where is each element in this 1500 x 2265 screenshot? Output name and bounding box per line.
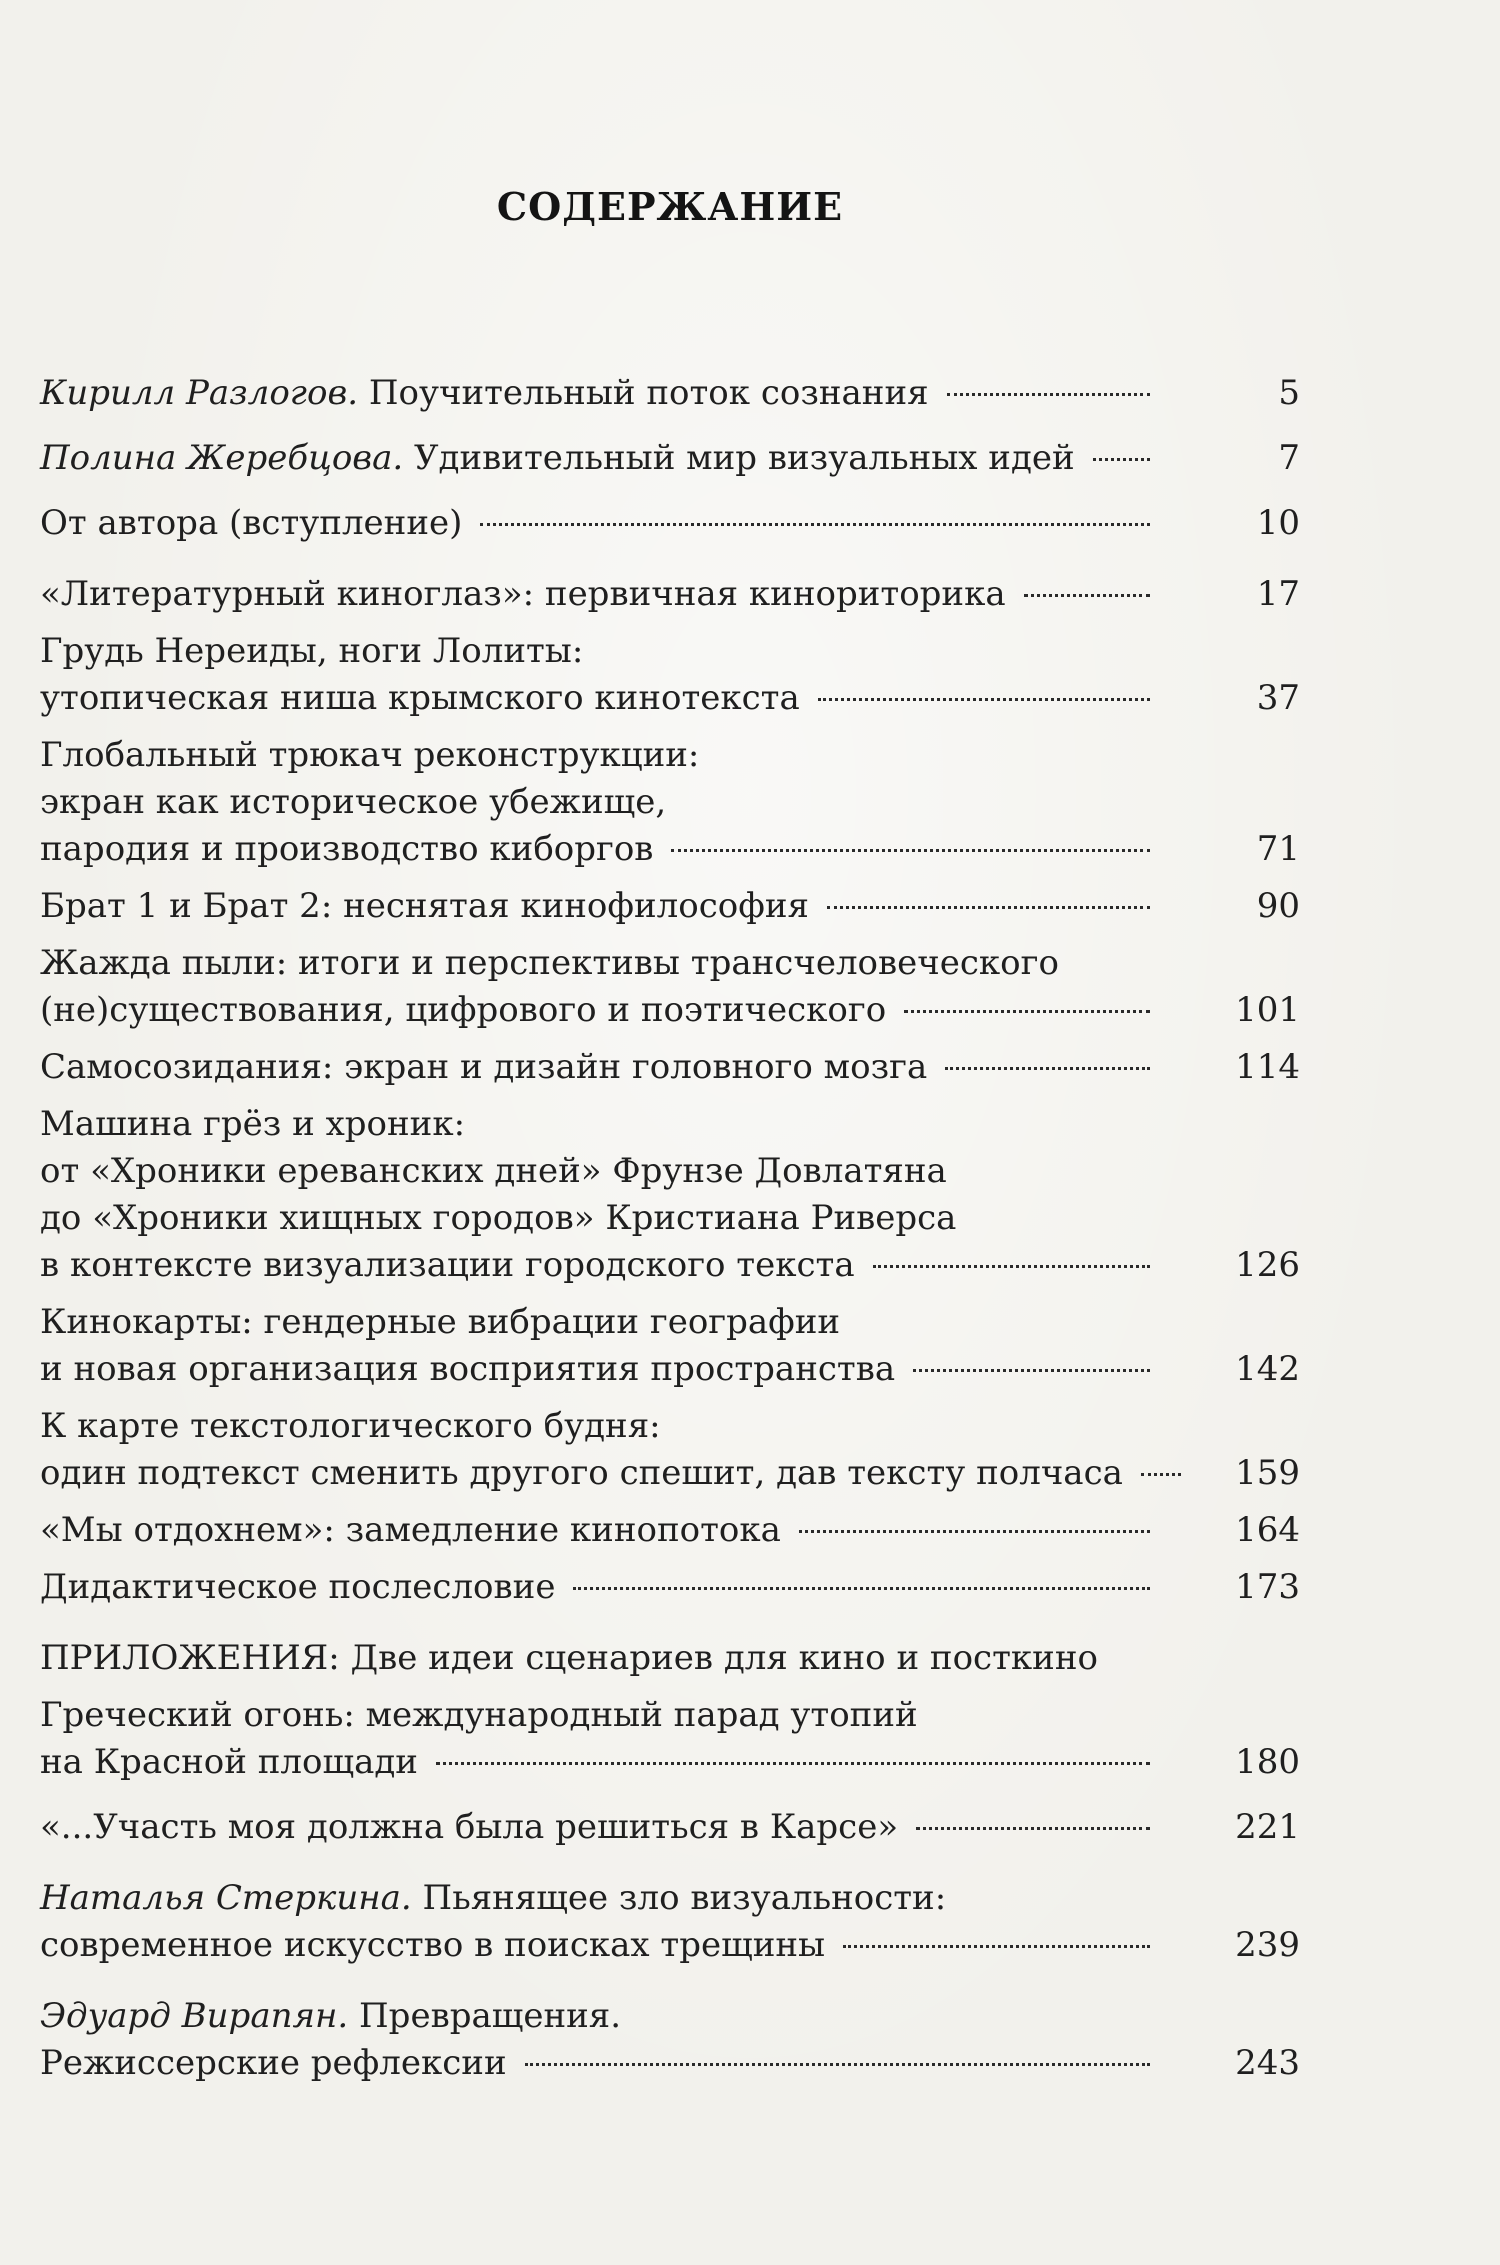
entry-title-line: Удивительный мир визуальных идей <box>403 438 1075 478</box>
entry-title-line: К карте текстологического будня: <box>40 1406 661 1446</box>
entry-title-line: на Красной площади <box>40 1742 418 1782</box>
page-number: 221 <box>1235 1807 1300 1847</box>
entry-title-line: Поучительный поток сознания <box>358 373 929 413</box>
dot-leader <box>916 1827 1150 1830</box>
toc-entry <box>40 1993 1300 2087</box>
dot-leader <box>1141 1473 1181 1476</box>
appendix-heading: ПРИЛОЖЕНИЯ: Две идеи сценариев для кино и посткино <box>40 1638 1098 1678</box>
toc-entry <box>40 1692 1300 1786</box>
entry-title-line: от «Хроники ереванских дней» Фрунзе Довлатяна <box>40 1151 947 1191</box>
dot-leader <box>947 393 1150 396</box>
toc-entry <box>40 1044 1300 1091</box>
toc-entry <box>40 1101 1300 1289</box>
entry-author: Наталья Стеркина. <box>40 1878 412 1918</box>
dot-leader <box>904 1010 1150 1013</box>
entry-title-line: пародия и производство киборгов <box>40 829 654 869</box>
dot-leader <box>818 698 1150 701</box>
entry-title-line: Дидактическое послесловие <box>40 1567 556 1607</box>
entry-title-line: Режиссерские рефлексии <box>40 2043 507 2083</box>
toc-entry <box>40 1804 1300 1851</box>
page-number: 17 <box>1256 574 1300 614</box>
dot-leader <box>1024 594 1150 597</box>
dot-leader <box>573 1587 1150 1590</box>
toc-entry <box>40 571 1300 618</box>
entry-title-line: Греческий огонь: международный парад утопий <box>40 1695 918 1735</box>
page-number: 164 <box>1235 1510 1300 1550</box>
dot-leader <box>480 523 1150 526</box>
entry-title-line: экран как историческое убежище, <box>40 782 667 822</box>
toc-entry <box>40 1299 1300 1393</box>
toc-entry <box>40 628 1300 722</box>
entry-author: Полина Жеребцова. <box>40 438 404 478</box>
toc-entry <box>40 940 1300 1034</box>
entry-title-line: Кинокарты: гендерные вибрации географии <box>40 1302 841 1342</box>
page-number: 159 <box>1235 1453 1300 1493</box>
dot-leader <box>873 1265 1150 1268</box>
page-number: 114 <box>1235 1047 1300 1087</box>
page-number: 142 <box>1235 1349 1300 1389</box>
entry-title-line: «...Участь моя должна была решиться в Карсе» <box>40 1807 899 1847</box>
dot-leader <box>671 849 1150 852</box>
entry-title-line: Пьянящее зло визуальности: <box>411 1878 947 1918</box>
page-number: 10 <box>1256 503 1300 543</box>
entry-title-line: до «Хроники хищных городов» Кристиана Риверса <box>40 1198 957 1238</box>
toc-entry <box>40 1403 1300 1497</box>
entry-title-line: современное искусство в поисках трещины <box>40 1925 826 1965</box>
entry-title-line: один подтекст сменить другого спешит, дав тексту полчаса <box>40 1453 1123 1493</box>
dot-leader <box>913 1369 1150 1372</box>
entry-title-line: (не)существования, цифрового и поэтического <box>40 990 887 1030</box>
toc-entry <box>40 1507 1300 1554</box>
entry-title-line: От автора (вступление) <box>40 503 463 543</box>
entry-title-line: «Литературный киноглаз»: первичная кинориторика <box>40 574 1006 614</box>
page-number: 239 <box>1235 1925 1300 1965</box>
entry-title-line: Самосозидания: экран и дизайн головного мозга <box>40 1047 928 1087</box>
entry-title-line: и новая организация восприятия пространства <box>40 1349 896 1389</box>
toc-entry <box>40 732 1300 873</box>
dot-leader <box>799 1530 1150 1533</box>
page-number: 37 <box>1256 678 1300 718</box>
entry-title-line: Брат 1 и Брат 2: неснятая кинофилософия <box>40 886 809 926</box>
entry-author: Кирилл Разлогов. <box>40 373 359 413</box>
entry-author: Эдуард Вирапян. <box>40 1996 349 2036</box>
page-number: 5 <box>1278 373 1300 413</box>
dot-leader <box>945 1067 1150 1070</box>
entry-title-line: Грудь Нереиды, ноги Лолиты: <box>40 631 584 671</box>
page-number: 101 <box>1235 990 1300 1030</box>
toc-entry <box>40 883 1300 930</box>
table-of-contents <box>40 370 1300 2087</box>
toc-entry <box>40 1564 1300 1611</box>
entry-title-line: Глобальный трюкач реконструкции: <box>40 735 700 775</box>
page-number: 173 <box>1235 1567 1300 1607</box>
page-number: 243 <box>1235 2043 1300 2083</box>
dot-leader <box>843 1945 1150 1948</box>
page-number: 71 <box>1256 829 1300 869</box>
dot-leader <box>1093 458 1150 461</box>
entry-title-line: «Мы отдохнем»: замедление кинопотока <box>40 1510 781 1550</box>
toc-entry <box>40 435 1300 482</box>
page-number: 180 <box>1235 1742 1300 1782</box>
page-number: 126 <box>1235 1245 1300 1285</box>
entry-title-line: Машина грёз и хроник: <box>40 1104 466 1144</box>
dot-leader <box>436 1762 1150 1765</box>
toc-entry <box>40 1875 1300 1969</box>
page-number: 90 <box>1256 886 1300 926</box>
entry-title-line: утопическая ниша крымского кинотекста <box>40 678 800 718</box>
page-title: СОДЕРЖАНИЕ <box>496 184 844 229</box>
toc-entry <box>40 500 1300 547</box>
page-number: 7 <box>1278 438 1300 478</box>
entry-title-line: в контексте визуализации городского текста <box>40 1245 855 1285</box>
entry-title-line: Превращения. <box>348 1996 622 2036</box>
toc-entry <box>40 370 1300 417</box>
entry-title-line: Жажда пыли: итоги и перспективы трансчеловеческого <box>40 943 1059 983</box>
dot-leader <box>827 906 1150 909</box>
dot-leader <box>525 2063 1150 2066</box>
